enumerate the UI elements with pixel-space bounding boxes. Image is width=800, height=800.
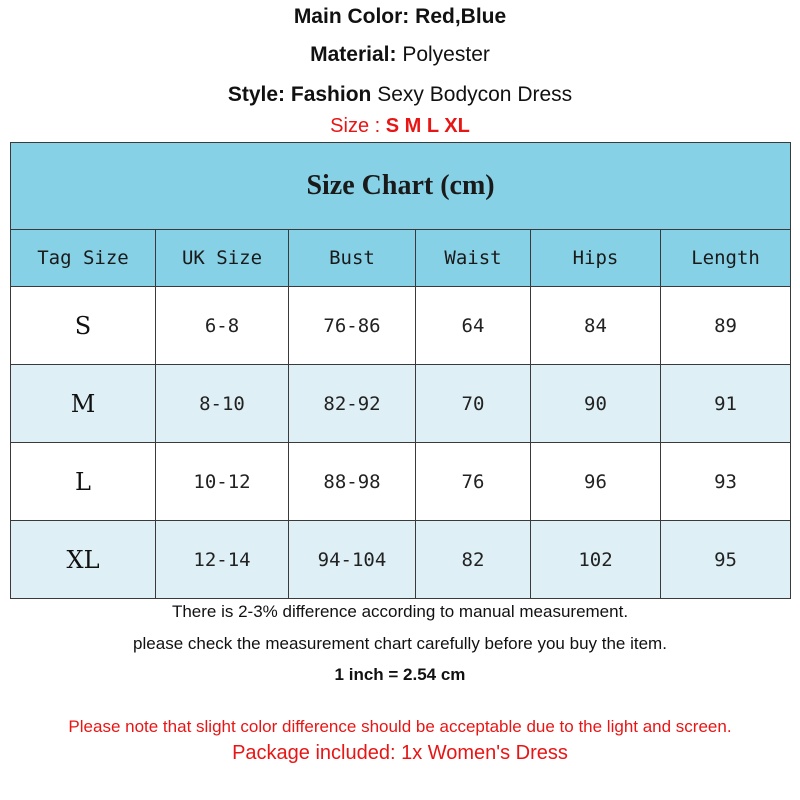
size-values: S M L XL [385,115,470,137]
header-bust: Bust [289,230,416,287]
cell-tag-size: S [11,287,156,365]
material-value: Polyester [402,43,490,66]
main-color-line [0,5,800,29]
cell-bust: 76-86 [289,287,416,365]
cell-waist: 76 [416,443,531,521]
style-label: Style: [227,83,286,106]
cell-length: 93 [661,443,791,521]
header-tag-size: Tag Size [11,230,156,287]
cell-hips: 84 [531,287,661,365]
cell-hips: 102 [531,521,661,599]
package-included-note: Package included: 1x Women's Dress [232,742,568,764]
header-uk-size: UK Size [156,230,289,287]
cell-uk-size: 8-10 [156,365,289,443]
table-row [11,443,791,521]
cell-waist: 82 [416,521,531,599]
material-label: Material: [310,43,397,66]
main-color-value: Red,Blue [415,5,507,28]
size-chart-header-row [11,230,791,287]
cell-bust: 94-104 [289,521,416,599]
style-bold-value: Fashion [290,83,372,106]
cell-uk-size: 6-8 [156,287,289,365]
header-hips: Hips [531,230,661,287]
cell-uk-size: 10-12 [156,443,289,521]
measurement-difference-note: There is 2-3% difference according to manual measurement. [171,602,629,621]
cell-uk-size: 12-14 [156,521,289,599]
size-label: Size : [330,115,381,137]
style-line [0,83,800,107]
color-difference-note: Please note that slight color difference should be acceptable due to the light and screen. [68,717,732,736]
check-chart-note: please check the measurement chart carefully before you buy the item. [133,634,667,653]
main-color-label: Main Color: [293,5,410,28]
cell-tag-size: XL [11,521,156,599]
inch-conversion-note: 1 inch = 2.54 cm [334,665,466,684]
table-row [11,365,791,443]
material-line [0,43,800,67]
size-chart-title: Size Chart (cm) [11,143,791,230]
cell-waist: 64 [416,287,531,365]
cell-hips: 96 [531,443,661,521]
table-row [11,521,791,599]
cell-length: 95 [661,521,791,599]
header-waist: Waist [416,230,531,287]
cell-waist: 70 [416,365,531,443]
size-chart-table [10,142,791,599]
style-value: Sexy Bodycon Dress [377,83,573,106]
cell-tag-size: L [11,443,156,521]
cell-tag-size: M [11,365,156,443]
cell-hips: 90 [531,365,661,443]
header-length: Length [661,230,791,287]
table-row [11,287,791,365]
cell-length: 89 [661,287,791,365]
cell-bust: 88-98 [289,443,416,521]
size-line [0,115,800,138]
cell-length: 91 [661,365,791,443]
cell-bust: 82-92 [289,365,416,443]
